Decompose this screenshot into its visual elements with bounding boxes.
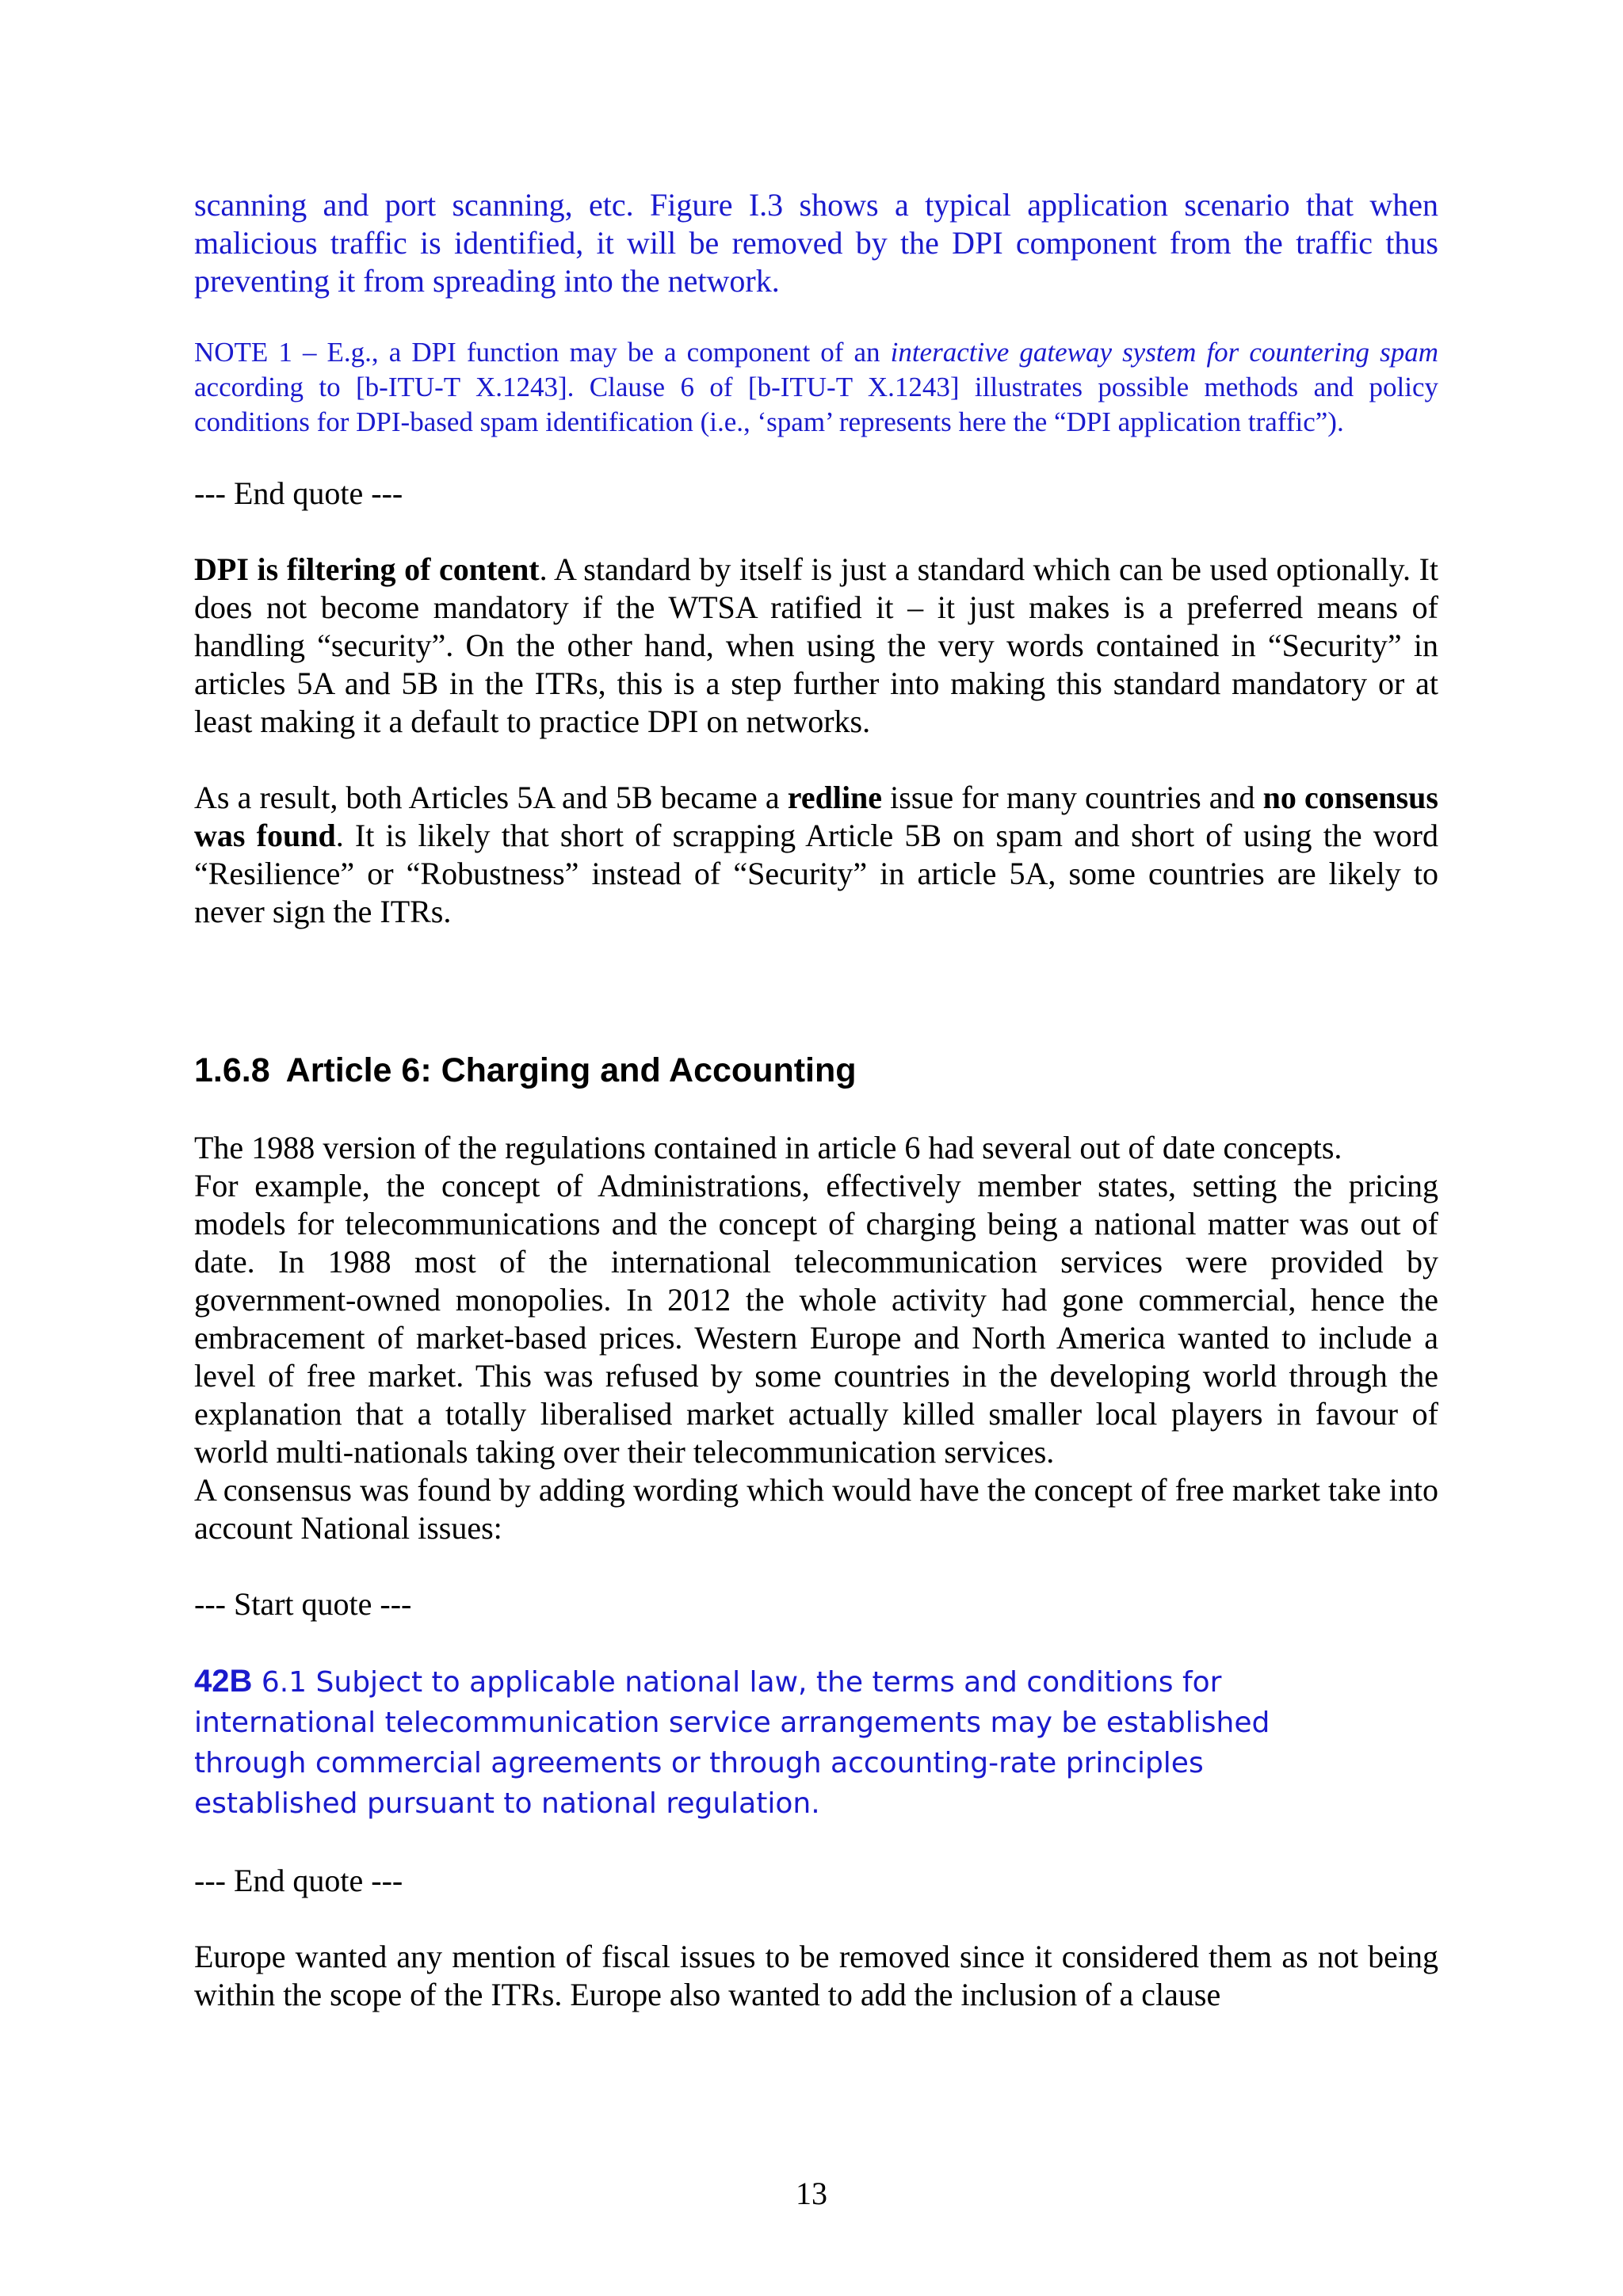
note-1 xyxy=(194,335,1438,440)
article6-paragraph-2: For example, the concept of Administrations, effectively member states, setting the pricing models for telecommunications and the concept of charging being a national matter was out of date. In 1988 most of the international telecommunication services were provided by government-owned monopolies. In 2012 the whole activity had gone commercial, hence the embracement of market-based prices. Western Europe and North America wanted to include a level of free market. This was refused by some countries in the developing world through the explanation that a totally liberalised market actually killed smaller local players in favour of world multi-nationals taking over their telecommunication services. xyxy=(194,1168,1438,1470)
dpi-paragraph xyxy=(194,551,1438,741)
note-1-italic: interactive gateway system for countering spam xyxy=(890,337,1439,368)
section-title: Article 6: Charging and Accounting xyxy=(285,1051,857,1089)
dpi-bold-phrase: DPI is filtering of content xyxy=(194,551,540,587)
intro-paragraph: scanning and port scanning, etc. Figure I.3 shows a typical application scenario that when malicious traffic is identified, it will be removed by the DPI component from the traffic thus preventing it from spreading into the network. xyxy=(194,187,1438,299)
result-text-c: . It is likely that short of scrapping Article 5B on spam and short of using the word “Resilience” or “Robustness” instead of “Security” in article 5A, some countries are likely to never sign the ITRs. xyxy=(194,818,1438,929)
europe-paragraph: Europe wanted any mention of fiscal issues to be removed since it considered them as not being within the scope of the ITRs. Europe also wanted to add the inclusion of a clause xyxy=(194,1939,1438,2012)
quote-42b xyxy=(194,1661,1351,1824)
end-quote-marker-1: --- End quote --- xyxy=(194,475,403,511)
article6-paragraph-1: The 1988 version of the regulations contained in article 6 had several out of date concepts. xyxy=(194,1130,1342,1165)
result-text-b: issue for many countries and xyxy=(882,780,1263,815)
quote-text: 6.1 Subject to applicable national law, the terms and conditions for international telecommunication service arrangements may be established through commercial agreements or through accounting-rate principles established pursuant to national regulation. xyxy=(194,1666,1270,1820)
no-consensus-bold: no consensus was found xyxy=(194,780,1438,853)
note-1-text-a: NOTE 1 – E.g., a DPI function may be a component of an xyxy=(194,337,891,368)
section-heading xyxy=(194,1050,1438,1091)
end-quote-marker-2: --- End quote --- xyxy=(194,1863,403,1898)
redline-bold: redline xyxy=(787,780,883,815)
start-quote-marker: --- Start quote --- xyxy=(194,1586,412,1622)
page-content xyxy=(194,186,1438,2014)
dpi-paragraph-text: . A standard by itself is just a standard which can be used optionally. It does not become mandatory if the WTSA ratified it – it just makes is a preferred means of handling “security”. On the other hand, when using the very words contained in “Security” in articles 5A and 5B in the ITRs, this is a step further into making this standard mandatory or at least making it a default to practice DPI on networks. xyxy=(194,551,1439,739)
result-paragraph xyxy=(194,779,1438,931)
note-1-text-b: according to [b-ITU-T X.1243]. Clause 6 of [b-ITU-T X.1243] illustrates possible methods and policy conditions for DPI-based spam identification (i.e., ‘spam’ represents here the “DPI application traffic”). xyxy=(194,372,1438,437)
page-number: 13 xyxy=(796,2176,827,2211)
quote-article-number: 42B xyxy=(194,1664,253,1699)
article6-paragraph-3: A consensus was found by adding wording which would have the concept of free market take into account National issues: xyxy=(194,1472,1438,1546)
result-text-a: As a result, both Articles 5A and 5B became a xyxy=(194,780,788,815)
section-number: 1.6.8 xyxy=(194,1051,270,1089)
